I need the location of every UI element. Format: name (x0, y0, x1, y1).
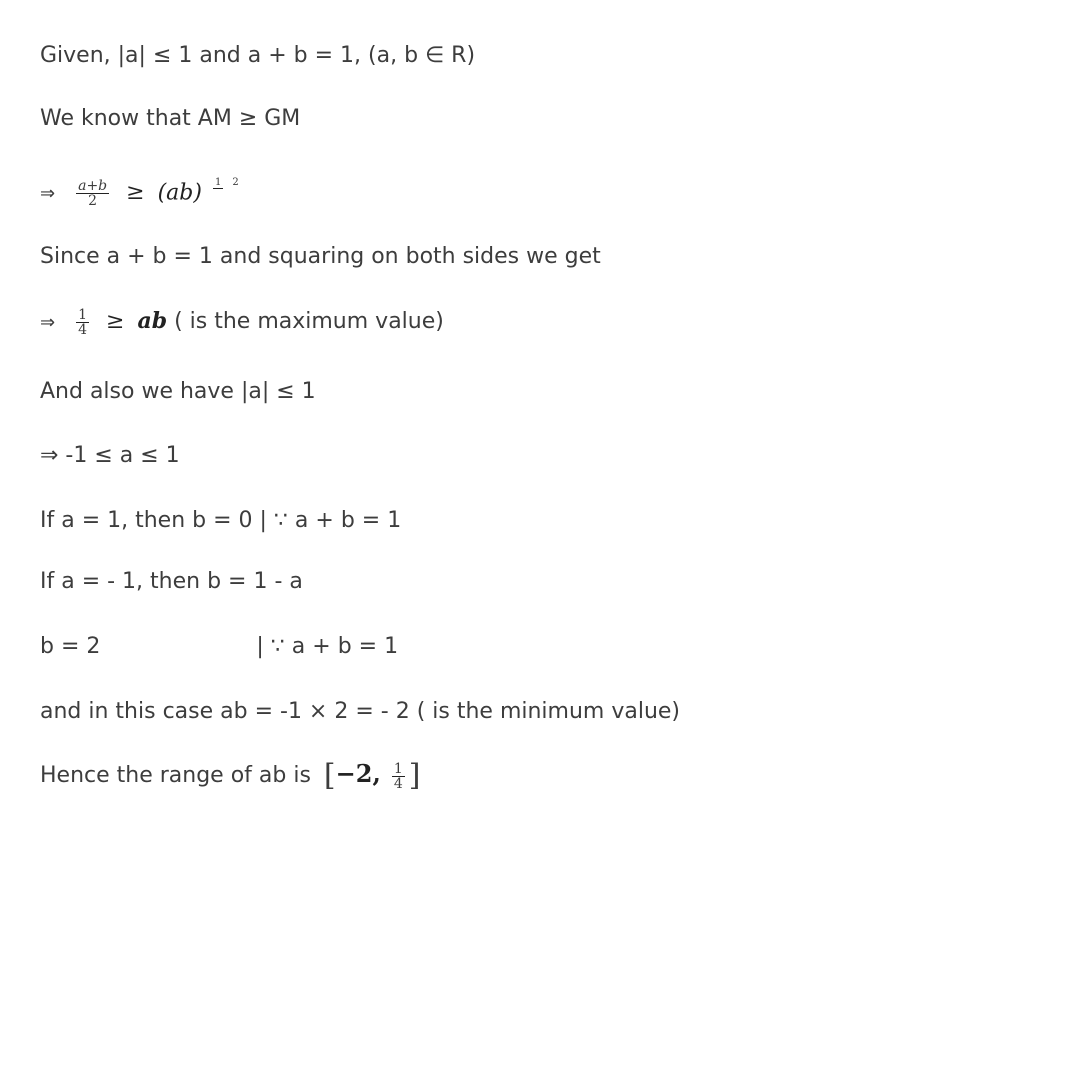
range-line (40, 759, 420, 791)
implies-arrow: ⇒ (40, 312, 56, 333)
left-bracket: [ (323, 758, 336, 793)
case-a-neg-one-line: If a = - 1, then b = 1 - a (40, 569, 303, 594)
max-note: ( is the maximum value) (174, 309, 444, 334)
because-note: | ∵ a + b = 1 (256, 634, 399, 659)
fraction-one-quarter-range: $\frac{1}{4}$ (393, 760, 403, 792)
am-gm-line: We know that AM ≥ GM (40, 106, 301, 131)
ab-paren: (ab) (157, 180, 202, 206)
b-equals-two: b = 2 (40, 634, 101, 659)
fraction-a-plus-b-over-2: $\frac{a+b}{2}$ (78, 177, 108, 209)
geq-symbol: ≥ (106, 309, 125, 334)
a-range-line: ⇒ -1 ≤ a ≤ 1 (40, 443, 180, 468)
implies-arrow: ⇒ (40, 183, 56, 205)
b-equals-two-line (40, 632, 398, 662)
case-a-one-line: If a = 1, then b = 0 | ∵ a + b = 1 (40, 508, 402, 533)
max-value-line (40, 306, 444, 338)
minus-two: −2, (335, 759, 381, 788)
also-line: And also we have |a| ≤ 1 (40, 379, 316, 404)
am-gm-inequality (40, 170, 245, 209)
given-line: Given, |a| ≤ 1 and a + b = 1, (a, b ∈ R) (40, 43, 476, 68)
since-line: Since a + b = 1 and squaring on both sides we get (40, 244, 601, 269)
ab-term: ab (137, 308, 168, 334)
min-value-line: and in this case ab = -1 × 2 = - 2 ( is the minimum value) (40, 699, 681, 724)
hence-text: Hence the range of ab is (40, 763, 311, 788)
exponent-one-half: 1 2 (214, 177, 239, 188)
fraction-one-quarter: $\frac{1}{4}$ (78, 306, 88, 338)
right-bracket: ] (408, 758, 421, 793)
geq-symbol: ≥ (126, 180, 145, 206)
